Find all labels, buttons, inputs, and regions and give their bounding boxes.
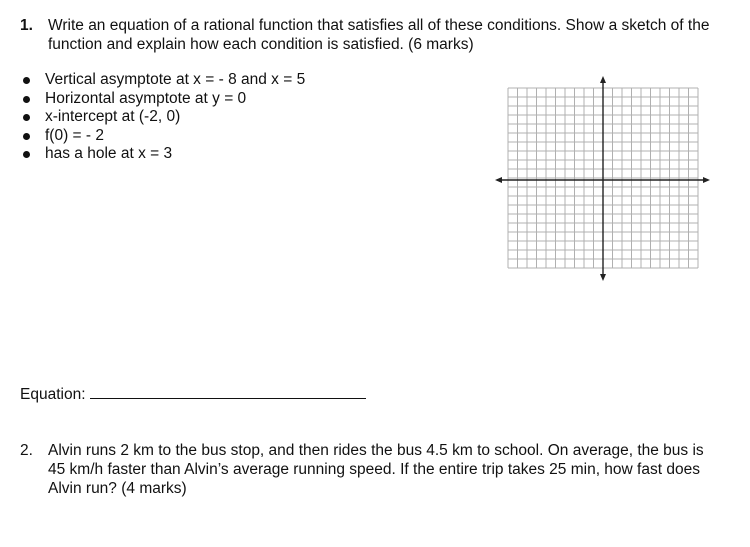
x-axis-left-arrow-icon (495, 177, 502, 183)
condition-item: x-intercept at (-2, 0) (20, 108, 305, 127)
question-2-text-line-2: 45 km/h faster than Alvin’s average running speed. If the entire trip takes 25 min, how fast does (48, 461, 700, 478)
equation-answer (20, 384, 366, 404)
condition-item: has a hole at x = 3 (20, 145, 305, 164)
condition-item: Vertical asymptote at x = - 8 and x = 5 (20, 71, 305, 90)
bullet-icon (23, 77, 30, 84)
bullet-icon (23, 114, 30, 121)
question-1-number: 1. (20, 17, 33, 34)
question-1-text-line-1: Write an equation of a rational function that satisfies all of these conditions. Show a sketch of the (48, 17, 710, 34)
condition-item: Horizontal asymptote at y = 0 (20, 90, 305, 109)
bullet-icon (23, 133, 30, 140)
question-1-text-line-2: function and explain how each condition is satisfied. (6 marks) (48, 36, 474, 53)
y-axis-up-arrow-icon (600, 76, 606, 83)
bullet-icon (23, 96, 30, 103)
bullet-icon (23, 151, 30, 158)
coordinate-grid (495, 76, 711, 282)
equation-label: Equation: (20, 386, 86, 403)
y-axis-down-arrow-icon (600, 274, 606, 281)
conditions-list (20, 71, 305, 164)
question-2-text-line-1: Alvin runs 2 km to the bus stop, and then rides the bus 4.5 km to school. On average, the bus is (48, 442, 704, 459)
condition-item: f(0) = - 2 (20, 127, 305, 146)
question-2-text-line-3: Alvin run? (4 marks) (48, 480, 187, 497)
x-axis-right-arrow-icon (703, 177, 710, 183)
equation-answer-line[interactable] (90, 384, 366, 399)
question-2-number: 2. (20, 442, 33, 459)
